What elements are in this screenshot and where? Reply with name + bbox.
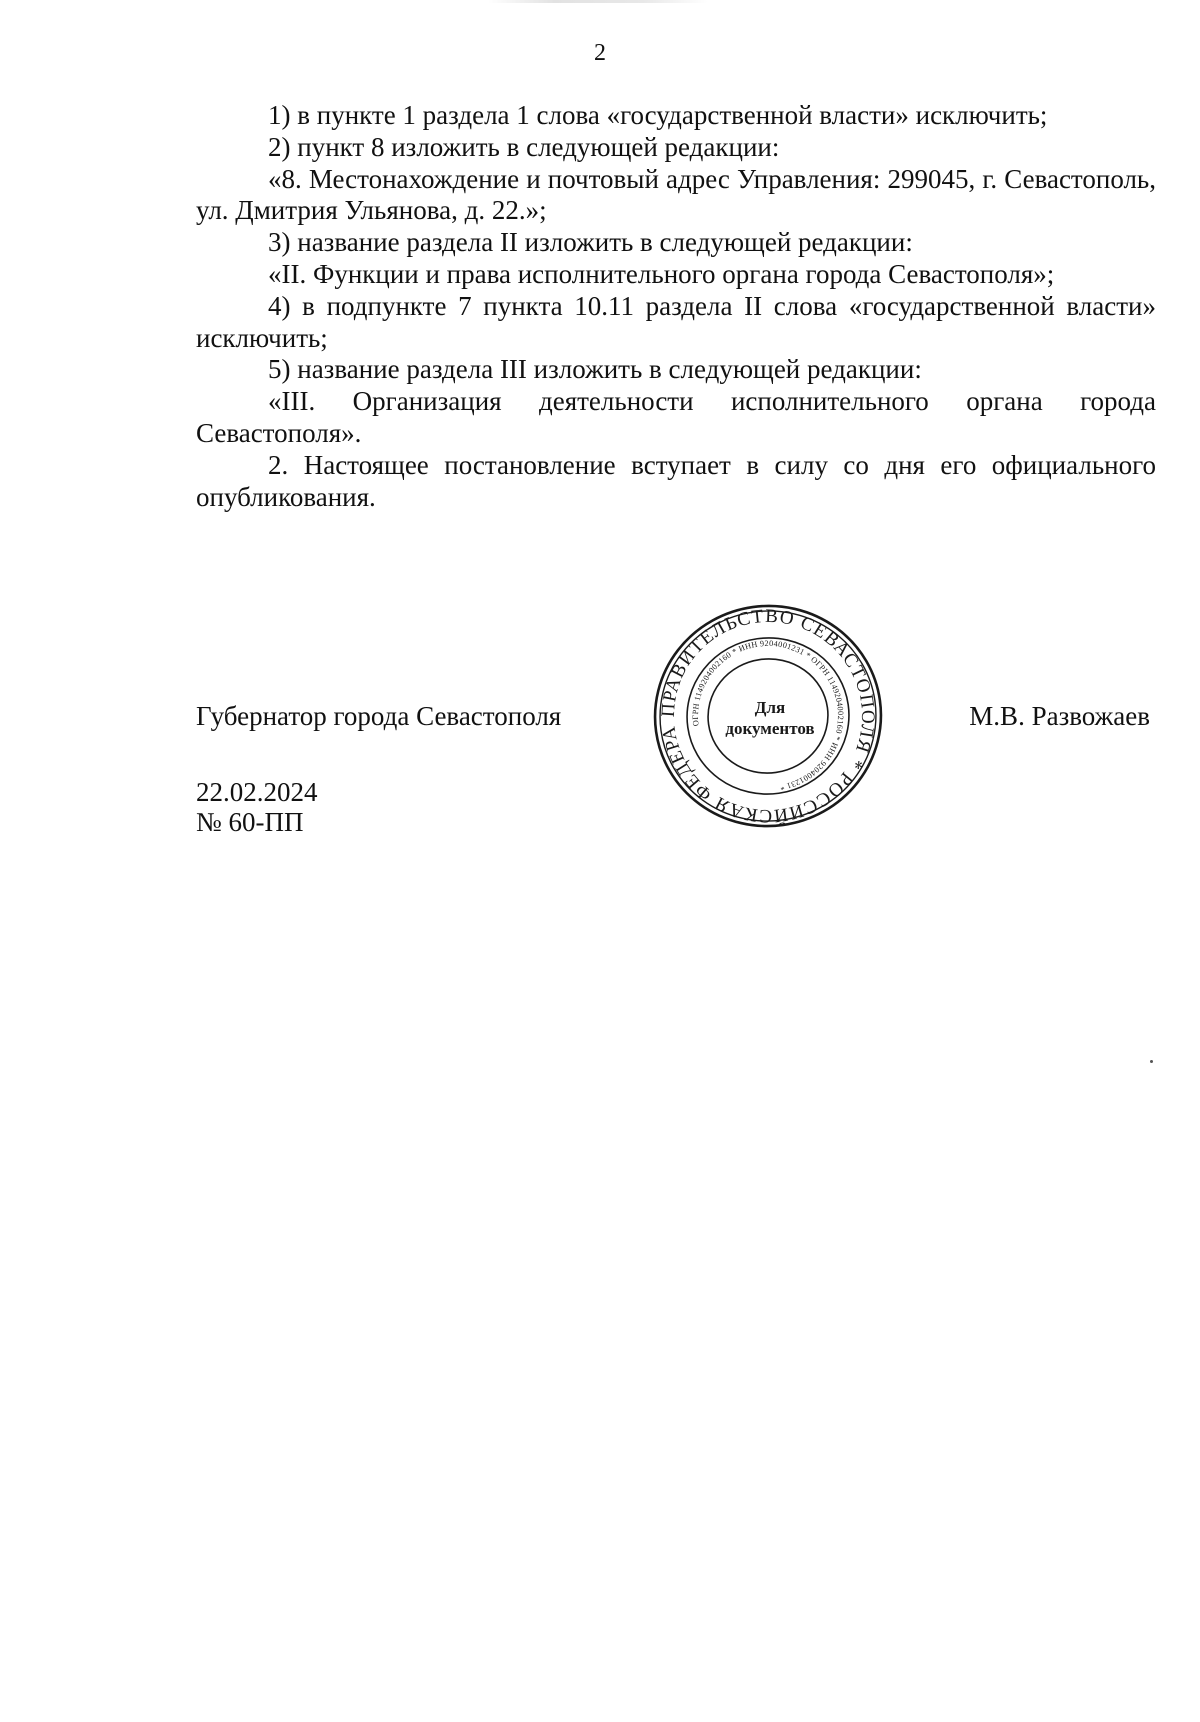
signatory-position: Губернатор города Севастополя [196, 701, 562, 731]
paragraph-4: 3) название раздела II изложить в следующей редакции: [268, 227, 913, 258]
seal-center-line-1: Для [754, 698, 786, 717]
signatory-name: М.В. Развожаев [969, 701, 1150, 731]
paragraph-8: «III. Организация деятельности исполнительного органа города Севастополя». [196, 386, 1156, 448]
seal-outer-text: ПРАВИТЕЛЬСТВО СЕВАСТОПОЛЯ * РОССИЙСКАЯ ФЕДЕРАЦИЯ [657, 605, 879, 827]
paragraph-3: «8. Местонахождение и почтовый адрес Управления: 299045, г. Севастополь, ул. Дмитрия Ульянова, д. 22.»; [196, 163, 1156, 226]
paragraph-9: 2. Настоящее постановление вступает в силу со дня его официального опубликования. [196, 449, 1156, 512]
paragraph-2: 2) пункт 8 изложить в следующей редакции: [268, 131, 780, 162]
scan-artifact [488, 0, 708, 3]
official-seal [648, 599, 888, 833]
scan-speck [1150, 1060, 1153, 1063]
paragraph-5: «II. Функции и права исполнительного органа города Севастополя»; [268, 258, 1055, 289]
document-body [196, 100, 1156, 513]
document-date: 22.02.2024 [196, 777, 318, 807]
seal-inner-text: ОГРН 1149204002160 * ИНН 9204001231 * ОГРН 1149204002160 * ИНН 9204001231 * [690, 638, 846, 792]
document-number: № 60-ПП [196, 807, 304, 837]
seal-center-line-2: документов [725, 719, 815, 738]
page-number: 2 [594, 40, 606, 66]
paragraph-6: 4) в подпункте 7 пункта 10.11 раздела II слова «государственной власти» исключить; [196, 290, 1156, 353]
paragraph-7: 5) название раздела III изложить в следующей редакции: [268, 354, 922, 385]
paragraph-1: 1) в пункте 1 раздела 1 слова «государственной власти» исключить; [268, 100, 1048, 130]
